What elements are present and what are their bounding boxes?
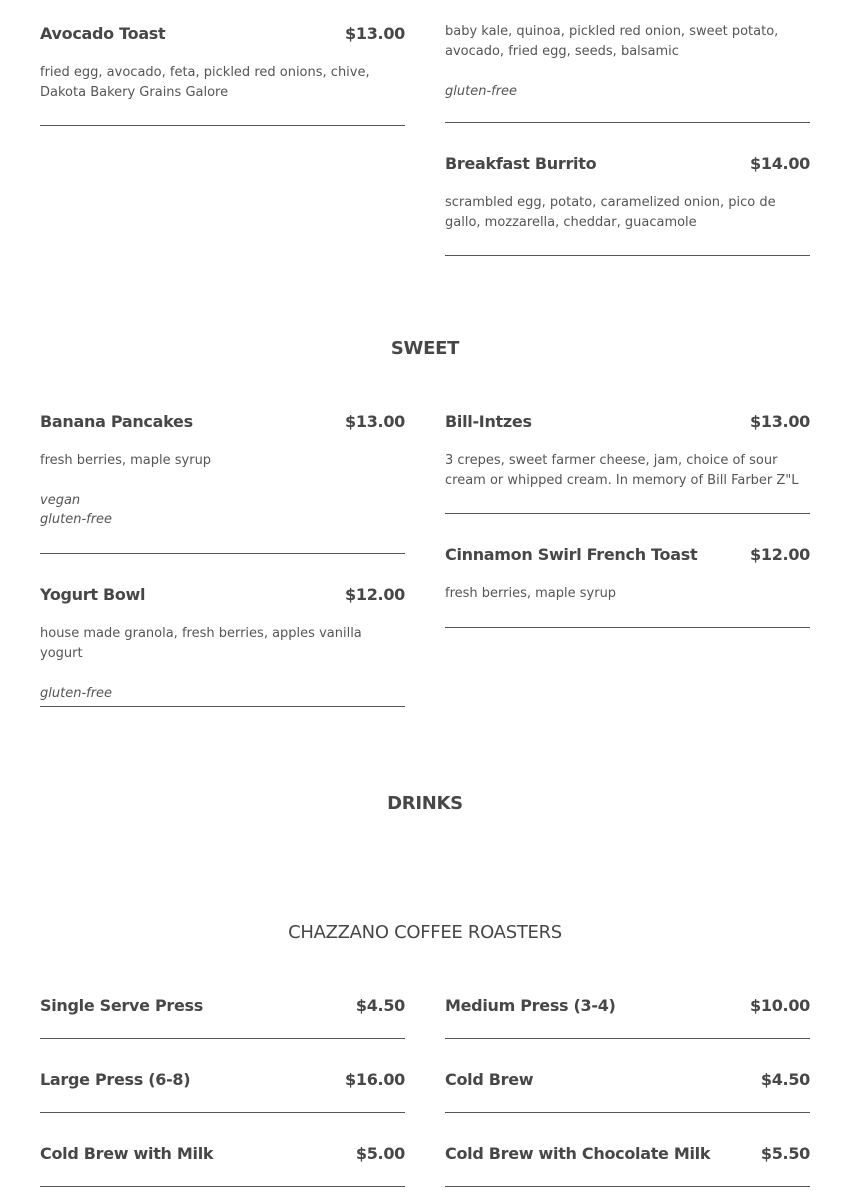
menu-item-cold-brew-with-chocolate-milk [445, 1144, 810, 1163]
item-description: fresh berries, maple syrup [40, 453, 212, 468]
divider [445, 1186, 810, 1187]
item-description: house made granola, fresh berries, apples vanilla yogurt [40, 626, 362, 661]
item-name: Bill-Intzes [445, 412, 532, 431]
item-price: $4.50 [355, 996, 405, 1015]
item-price: $12.00 [750, 545, 810, 564]
menu-item-cinnamon-swirl-french-toast [445, 545, 810, 604]
item-price: $5.50 [760, 1144, 810, 1163]
menu-item-single-serve-press [40, 996, 405, 1015]
item-description: fried egg, avocado, feta, pickled red onions, chive, Dakota Bakery Grains Galore [40, 65, 370, 100]
item-price: $12.00 [345, 585, 405, 604]
menu-item-cold-brew-with-milk [40, 1144, 405, 1163]
item-tag-gluten-free: gluten-free [40, 686, 113, 701]
divider [40, 706, 405, 707]
menu-item-medium-press [445, 996, 810, 1015]
divider [40, 1038, 405, 1039]
section-subtitle-coffee: CHAZZANO COFFEE ROASTERS [288, 922, 562, 943]
menu-item-bill-intzes [445, 412, 810, 491]
item-price: $4.50 [760, 1070, 810, 1089]
divider [445, 122, 810, 123]
divider [40, 1112, 405, 1113]
divider [40, 553, 405, 554]
divider [445, 513, 810, 514]
item-name: Breakfast Burrito [445, 154, 597, 173]
item-name: Banana Pancakes [40, 412, 193, 431]
item-name: Medium Press (3-4) [445, 996, 616, 1015]
item-price: $5.00 [355, 1144, 405, 1163]
menu-item-breakfast-burrito [445, 154, 810, 233]
item-tags [40, 491, 405, 529]
item-description: scrambled egg, potato, caramelized onion, pico de gallo, mozzarella, cheddar, guacamole [445, 195, 776, 230]
divider [445, 1038, 810, 1039]
item-price: $13.00 [345, 412, 405, 431]
item-name: Cold Brew [445, 1070, 534, 1089]
section-title-sweet: SWEET [390, 338, 460, 359]
divider [445, 255, 810, 256]
menu-item-yogurt-bowl [40, 585, 405, 703]
item-name: Cold Brew with Milk [40, 1144, 214, 1163]
item-price: $14.00 [750, 154, 810, 173]
item-price: $13.00 [345, 24, 405, 43]
menu-item-banana-pancakes [40, 412, 405, 529]
item-description: fresh berries, maple syrup [445, 586, 617, 601]
divider [445, 627, 810, 628]
item-name: Yogurt Bowl [40, 585, 146, 604]
item-description: baby kale, quinoa, pickled red onion, sweet potato, avocado, fried egg, seeds, balsamic [445, 24, 779, 59]
item-name: Single Serve Press [40, 996, 203, 1015]
item-tag-vegan: vegan [40, 493, 81, 508]
divider [40, 125, 405, 126]
item-tag-gluten-free: gluten-free [40, 512, 113, 527]
item-price: $10.00 [750, 996, 810, 1015]
item-price: $13.00 [750, 412, 810, 431]
divider [445, 1112, 810, 1113]
item-name: Avocado Toast [40, 24, 166, 43]
section-title-drinks: DRINKS [387, 793, 463, 814]
item-price: $16.00 [345, 1070, 405, 1089]
item-description: 3 crepes, sweet farmer cheese, jam, choice of sour cream or whipped cream. In memory of Bill Farber Z"L [445, 453, 799, 488]
menu-item-kale-bowl [445, 22, 810, 101]
item-tag-gluten-free: gluten-free [445, 84, 518, 99]
divider [40, 1186, 405, 1187]
menu-item-cold-brew [445, 1070, 810, 1089]
item-name: Large Press (6-8) [40, 1070, 191, 1089]
menu-item-large-press [40, 1070, 405, 1089]
item-name: Cinnamon Swirl French Toast [445, 545, 698, 564]
menu-item-avocado-toast [40, 24, 405, 103]
item-name: Cold Brew with Chocolate Milk [445, 1144, 711, 1163]
